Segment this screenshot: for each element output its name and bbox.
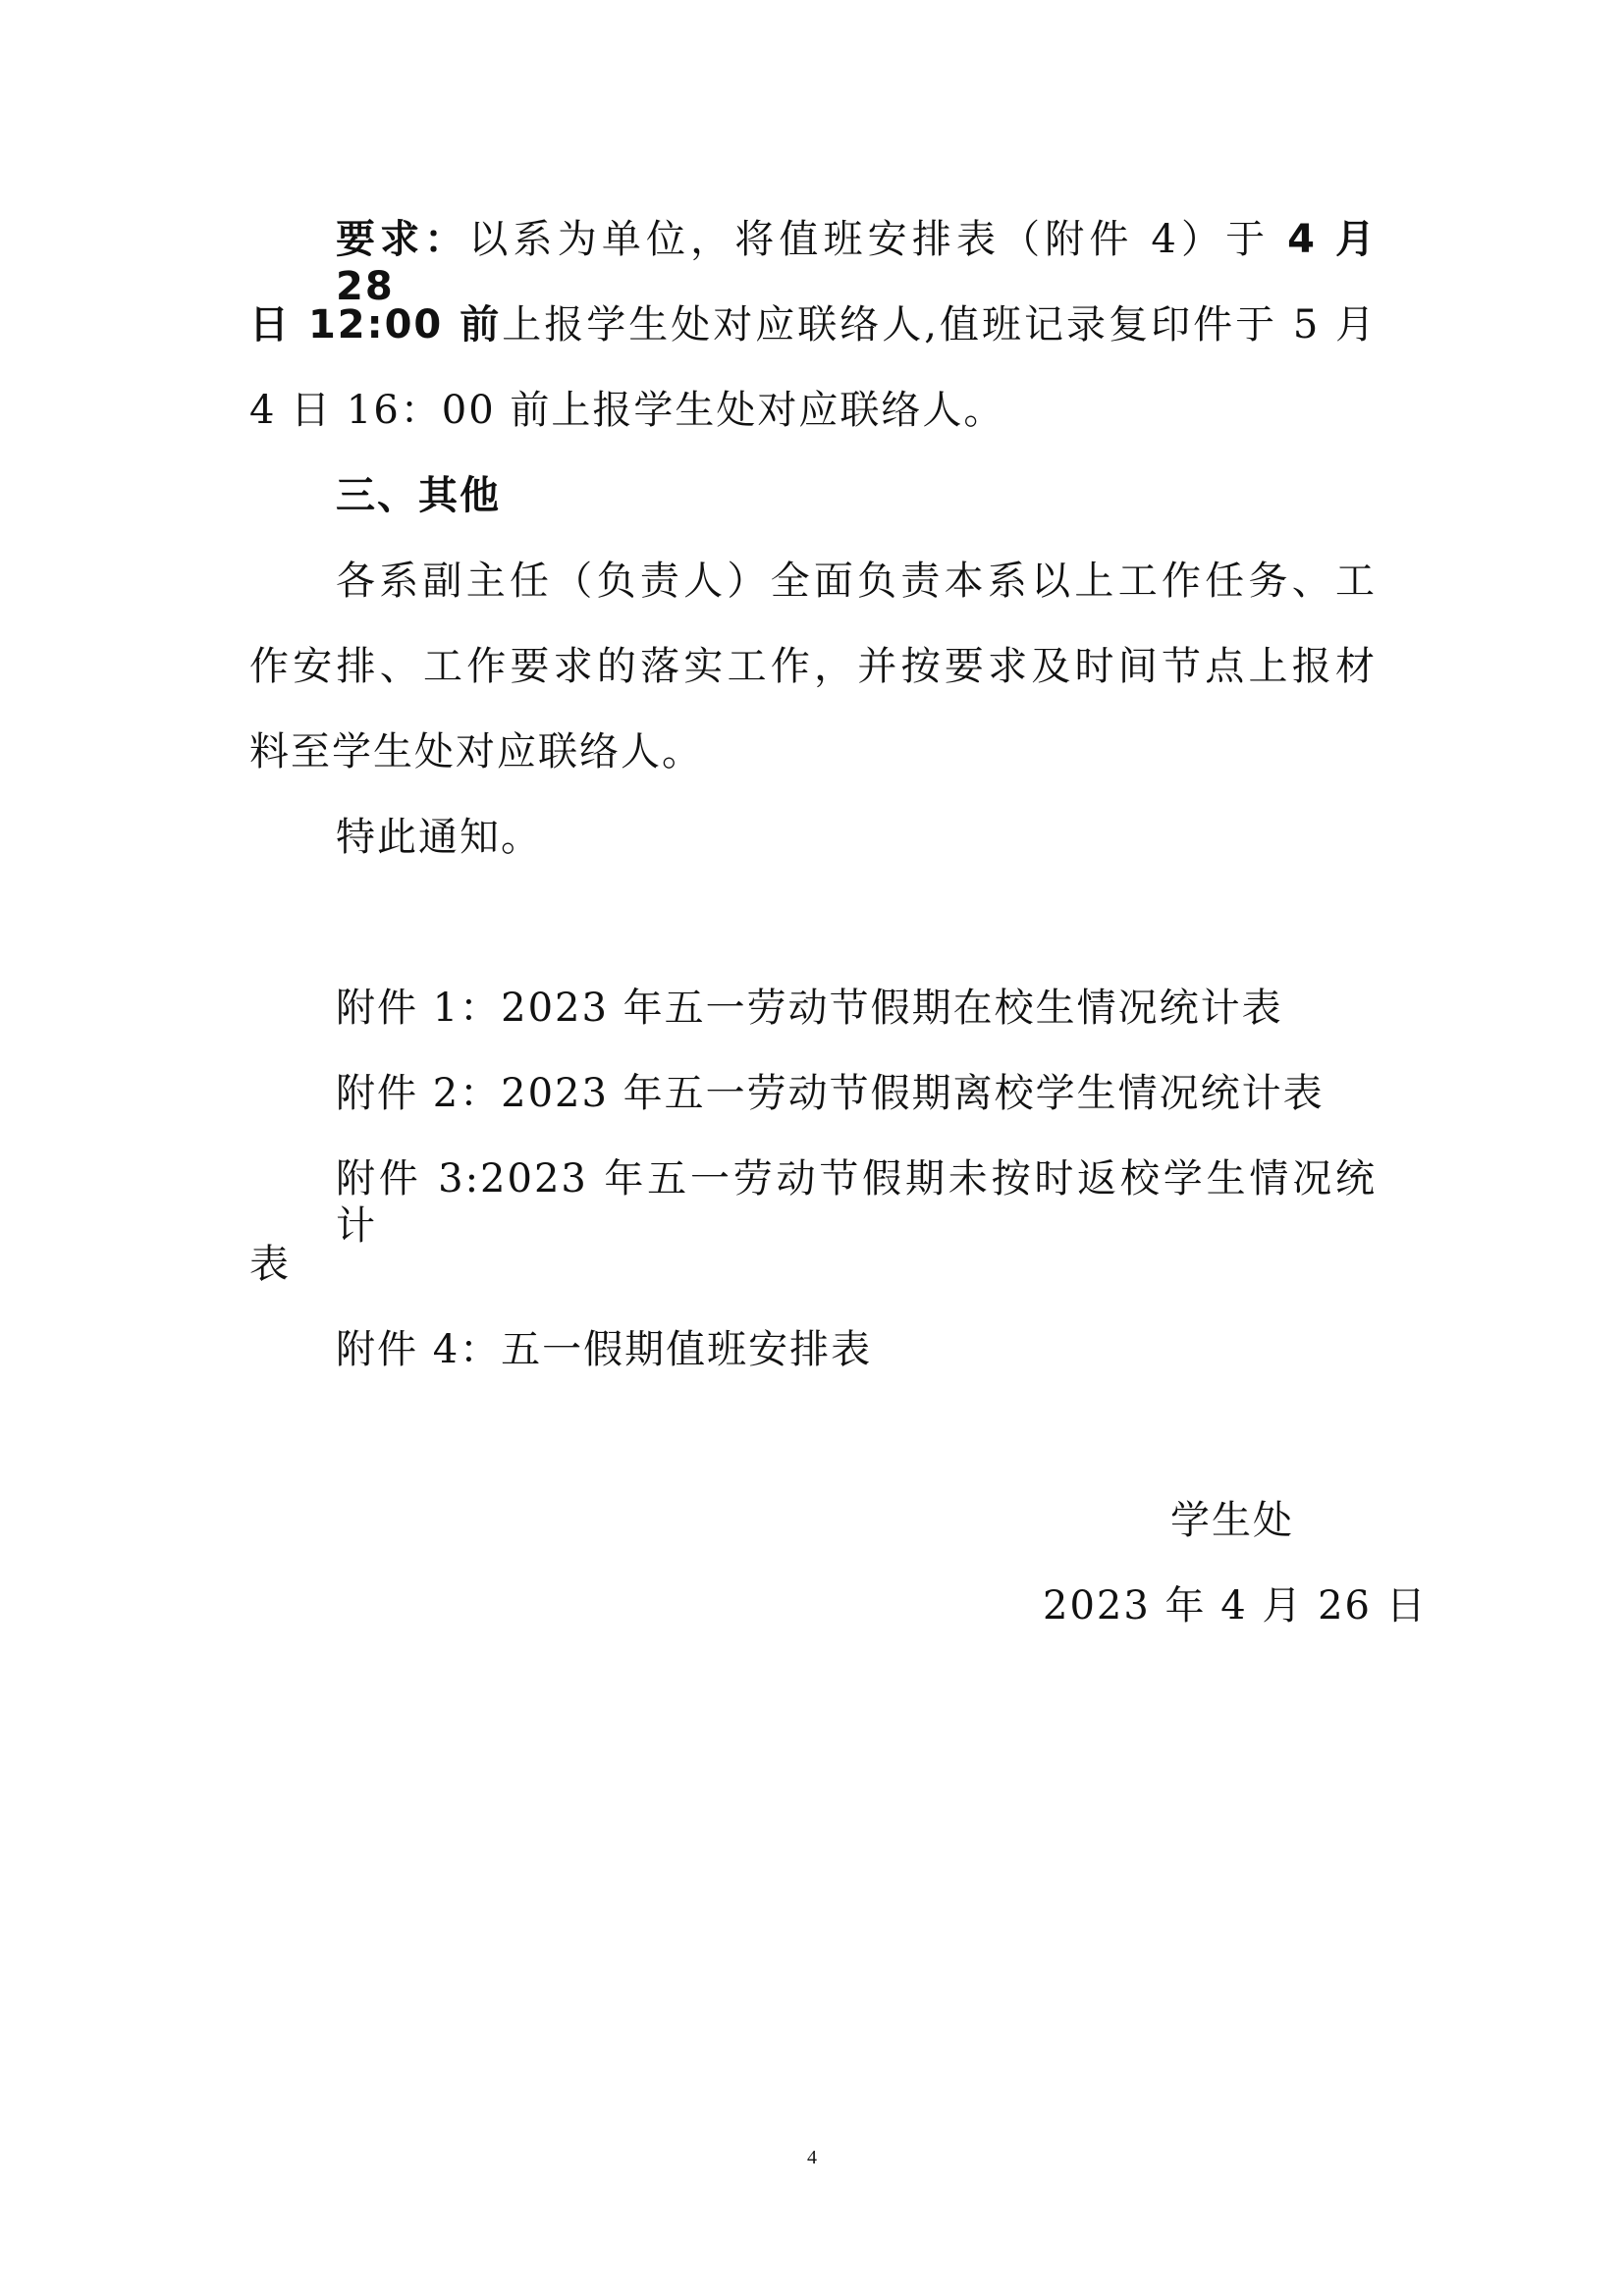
section3-para-line-2: 作安排、工作要求的落实工作，并按要求及时间节点上报材 <box>249 644 1377 689</box>
signature-issuer: 学生处 <box>1170 1498 1294 1543</box>
section-heading-other: 三、其他 <box>336 473 501 518</box>
requirement-line-2 <box>249 301 1377 348</box>
attachment-3-continuation: 表 <box>249 1242 291 1287</box>
requirement-deadline-start: 4 月 28 <box>336 217 1377 309</box>
requirement-label: 要求： <box>336 217 469 262</box>
signature-date: 2023 年 4 月 26 日 <box>1043 1583 1428 1629</box>
attachment-3: 附件 3:2023 年五一劳动节假期未按时返校学生情况统计 <box>336 1156 1377 1249</box>
page-number: 4 <box>807 2147 817 2168</box>
attachment-1: 附件 1：2023 年五一劳动节假期在校生情况统计表 <box>336 986 1283 1031</box>
closing-text: 特此通知。 <box>336 815 542 860</box>
attachment-4: 附件 4：五一假期值班安排表 <box>336 1327 873 1372</box>
requirement-text-1: 以系为单位，将值班安排表（附件 4）于 <box>468 217 1288 262</box>
requirement-text-2: 上报学生处对应联络人,值班记录复印件于 5 月 <box>502 302 1377 347</box>
section3-para-line-3: 料至学生处对应联络人。 <box>249 729 703 774</box>
attachment-2: 附件 2：2023 年五一劳动节假期离校学生情况统计表 <box>336 1071 1325 1116</box>
section3-para-line-1: 各系副主任（负责人）全面负责本系以上工作任务、工 <box>336 559 1377 604</box>
requirement-line-1 <box>336 216 1377 310</box>
requirement-line-3: 4 日 16：00 前上报学生处对应联络人。 <box>249 388 1005 433</box>
requirement-deadline-end: 日 12:00 前 <box>249 302 503 347</box>
